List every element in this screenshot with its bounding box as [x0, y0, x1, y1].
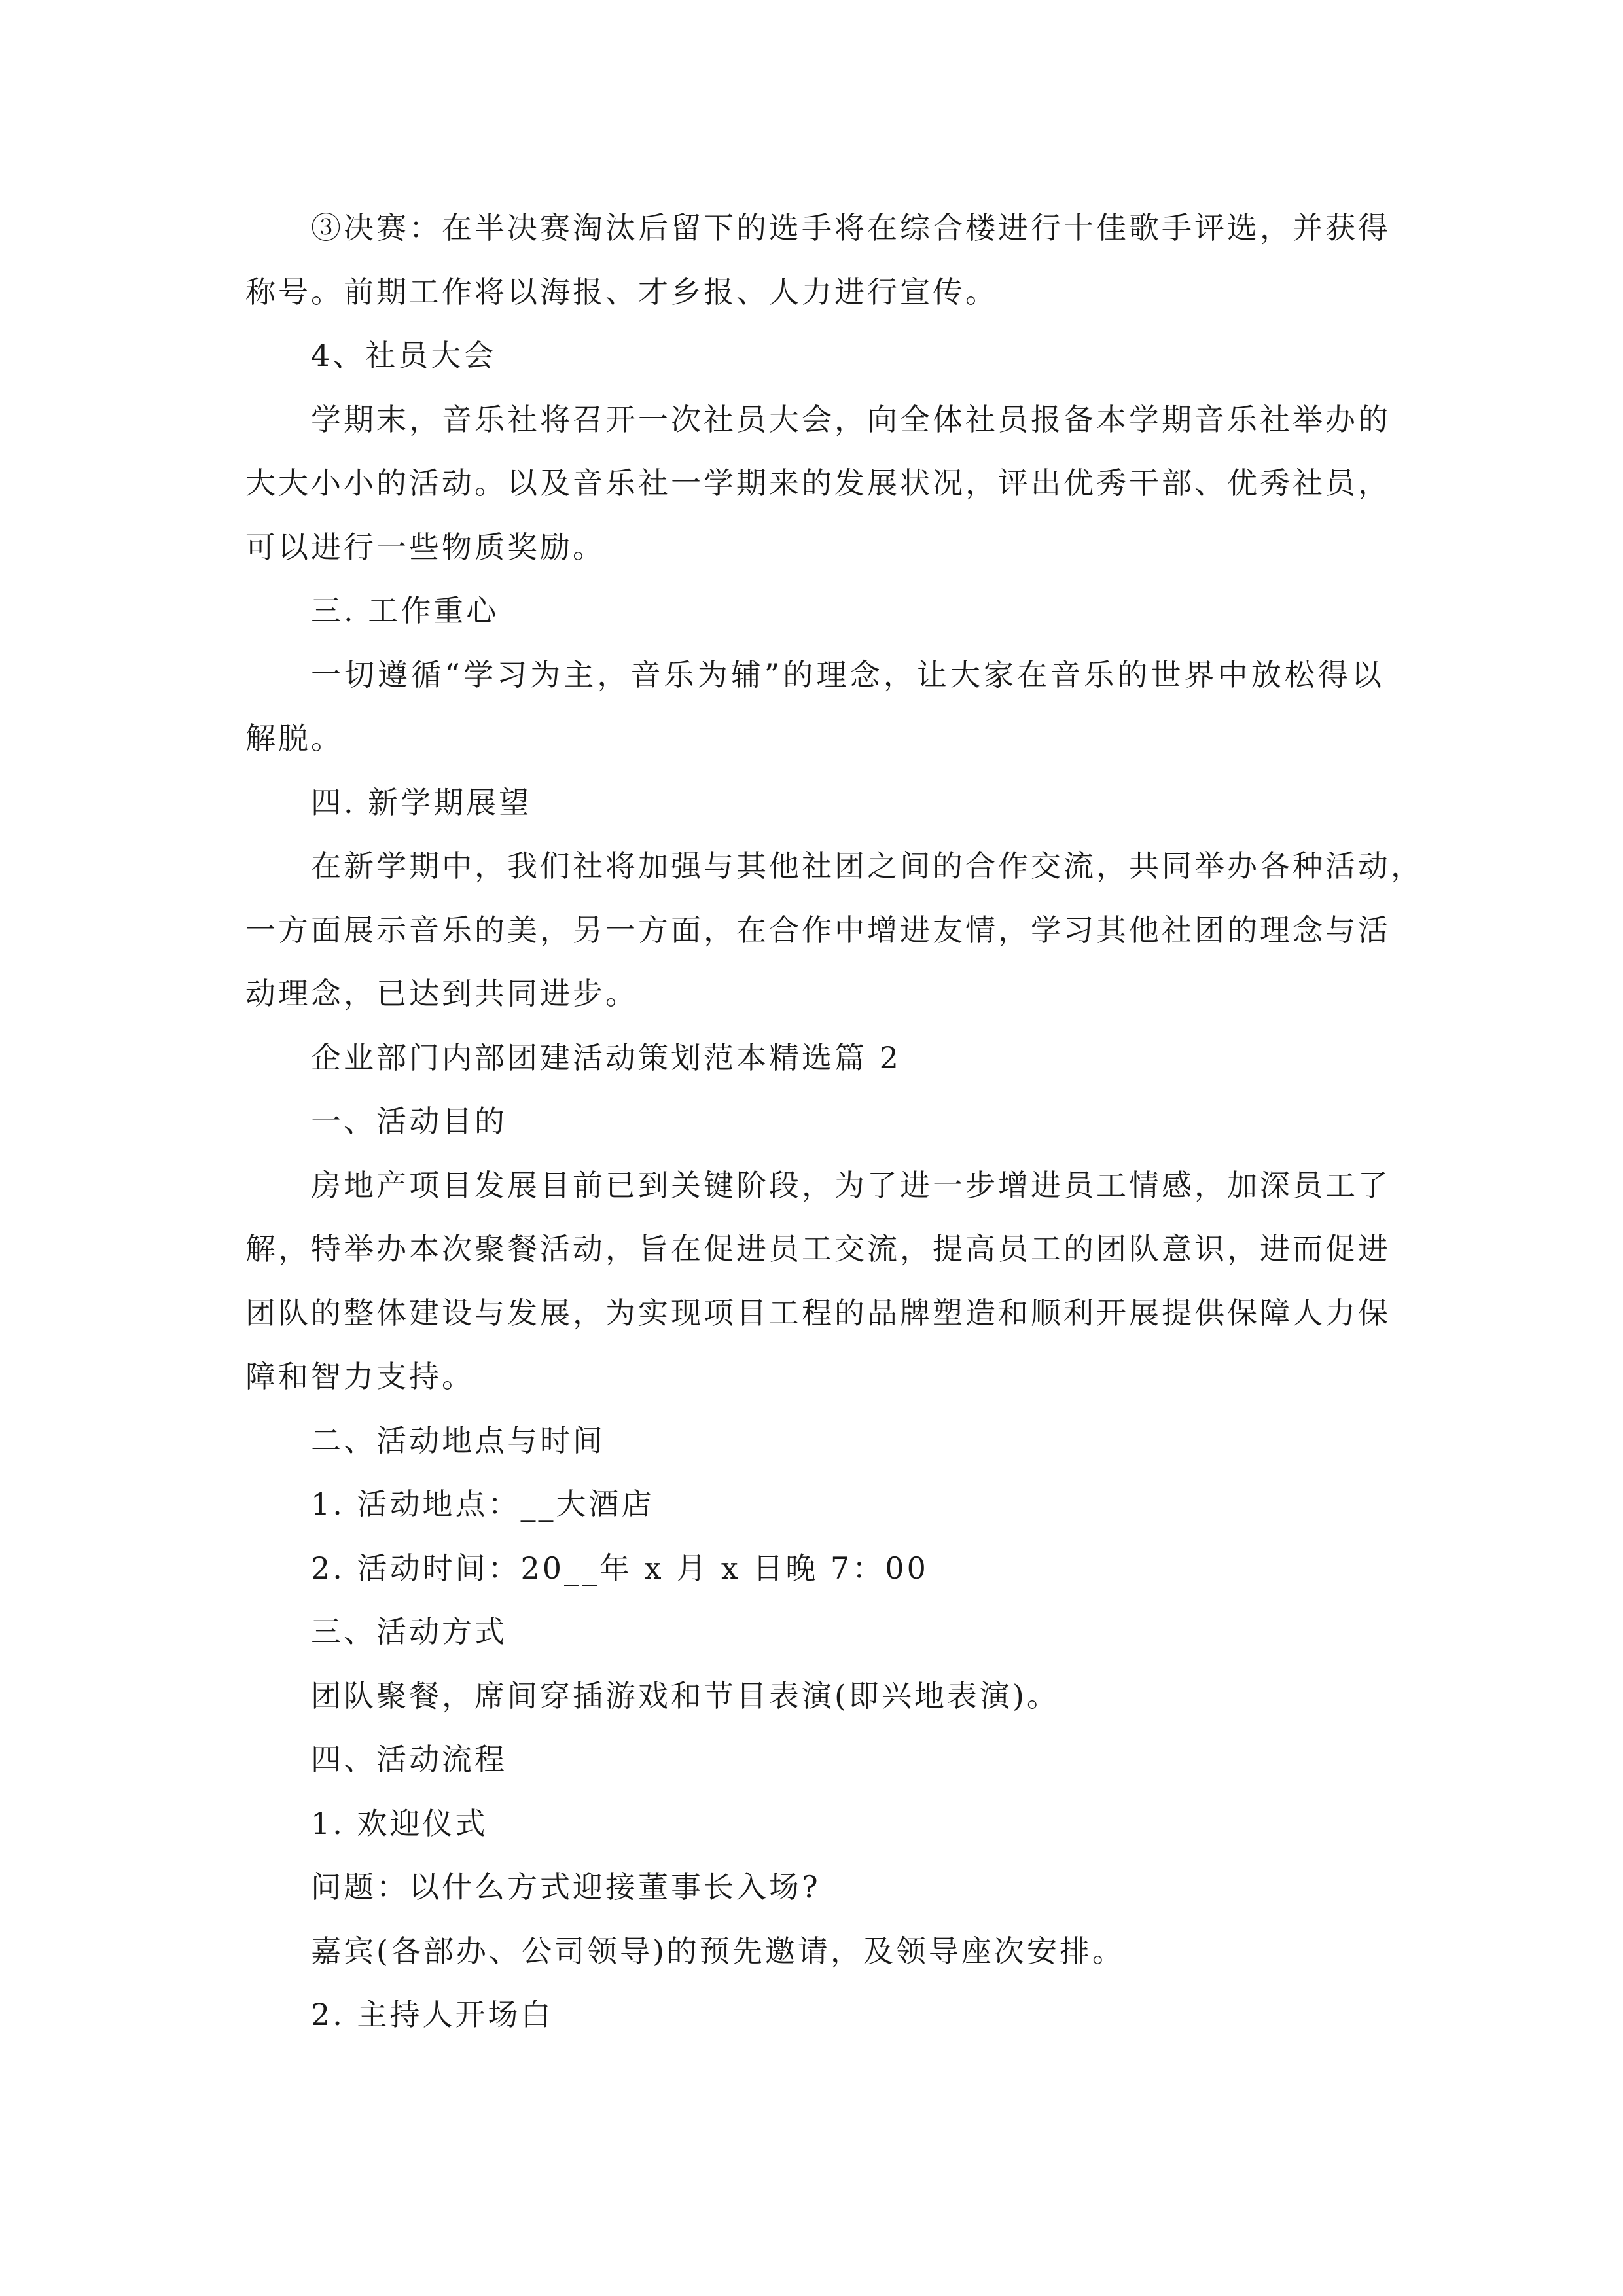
paragraph-line: 一切遵循“学习为主，音乐为辅”的理念，让大家在音乐的世界中放松得以 [311, 656, 1384, 692]
section-heading: 三. 工作重心 [311, 593, 499, 628]
list-item: 2. 主持人开场白 [311, 1997, 554, 2032]
list-item: 1. 欢迎仪式 [311, 1805, 488, 1841]
list-item: 1. 活动地点：__大酒店 [311, 1486, 654, 1522]
section-heading: 四、活动流程 [311, 1742, 507, 1777]
paragraph-line: 可以进行一些物质奖励。 [245, 529, 605, 565]
paragraph-line: 学期末，音乐社将召开一次社员大会，向全体社员报备本学期音乐社举办的 [311, 401, 1391, 437]
paragraph-line: 动理念，已达到共同进步。 [245, 976, 638, 1011]
paragraph-line: 团队的整体建设与发展，为实现项目工程的品牌塑造和顺利开展提供保障人力保 [245, 1295, 1391, 1331]
section-heading: 三、活动方式 [311, 1614, 507, 1649]
paragraph-line: 问题：以什么方式迎接董事长入场? [311, 1869, 821, 1905]
document-title: 企业部门内部团建活动策划范本精选篇 2 [311, 1039, 901, 1075]
paragraph-line: 嘉宾(各部办、公司领导)的预先邀请，及领导座次安排。 [311, 1933, 1125, 1969]
paragraph-line: 大大小小的活动。以及音乐社一学期来的发展状况，评出优秀干部、优秀社员， [245, 465, 1391, 501]
section-heading: 4、社员大会 [311, 338, 497, 373]
paragraph-line: 解脱。 [245, 721, 344, 756]
paragraph-line: 障和智力支持。 [245, 1359, 474, 1394]
paragraph-line: 团队聚餐，席间穿插游戏和节目表演(即兴地表演)。 [311, 1677, 1060, 1713]
list-item: 2. 活动时间：20__年 x 月 x 日晚 7：00 [311, 1550, 929, 1586]
section-heading: 二、活动地点与时间 [311, 1422, 605, 1458]
paragraph-line: 房地产项目发展目前已到关键阶段，为了进一步增进员工情感，加深员工了 [311, 1167, 1391, 1203]
paragraph-line: 在新学期中，我们社将加强与其他社团之间的合作交流，共同举办各种活动， [311, 848, 1423, 884]
paragraph-line: 解，特举办本次聚餐活动，旨在促进员工交流，提高员工的团队意识，进而促进 [245, 1231, 1391, 1266]
paragraph-line: ③决赛：在半决赛淘汰后留下的选手将在综合楼进行十佳歌手评选，并获得 [311, 210, 1391, 245]
document-body [245, 196, 1423, 2047]
paragraph-line: 称号。前期工作将以海报、才乡报、人力进行宣传。 [245, 274, 998, 310]
section-heading: 四. 新学期展望 [311, 784, 532, 820]
paragraph-line: 一方面展示音乐的美，另一方面，在合作中增进友情，学习其他社团的理念与活 [245, 912, 1391, 948]
section-heading: 一、活动目的 [311, 1103, 507, 1139]
